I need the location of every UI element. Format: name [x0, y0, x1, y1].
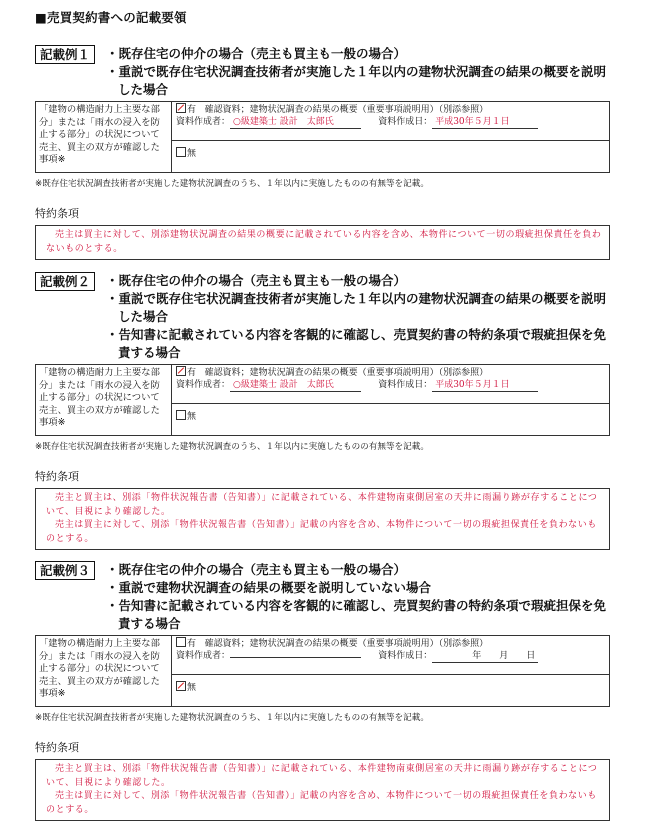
example-header [35, 272, 610, 362]
example-bullets [106, 561, 610, 633]
creator-label: 資料作成者： [176, 651, 231, 661]
none-row [172, 675, 610, 707]
bullet-item: ・既存住宅の仲介の場合（売主も買主も一般の場合） [106, 562, 407, 577]
footnote: ※既存住宅状況調査技術者が実施した建物状況調査のうち、１年以内に実施したものの有無等を記載。 [35, 713, 429, 723]
none-row [172, 404, 610, 436]
none-row [172, 141, 610, 173]
confirmation-table [35, 364, 610, 436]
table-label: 「建物の構造耐力上主要な部分」または「雨水の浸入を防止する部分」の状況について売主、買主の双方が確認した事項※ [36, 102, 172, 173]
has-row [172, 102, 610, 141]
tokuyaku-box [35, 759, 610, 821]
has-label: 有 [187, 639, 197, 649]
checkbox-has[interactable] [176, 103, 186, 113]
bullet-item: ・既存住宅の仲介の場合（売主も買主も一般の場合） [106, 46, 407, 61]
creator-value: ○級建築士 設計 太郎氏 [230, 116, 361, 129]
bullet-item: ・既存住宅の仲介の場合（売主も買主も一般の場合） [106, 273, 407, 288]
bullet-item: ・重説で既存住宅状況調査技術者が実施した１年以内の建物状況調査の結果の概要を説明した場合 [106, 64, 607, 97]
example-3 [35, 561, 610, 821]
checkbox-none[interactable] [176, 410, 186, 420]
example-label: 記載例１ [35, 45, 95, 64]
example-1 [35, 45, 610, 260]
example-label: 記載例３ [35, 561, 95, 580]
tokuyaku-text: 売主と買主は、別添「物件状況報告書（告知書）」に記載されている、本件建物南東側居室の天井に雨漏り跡が存することについて、目視により確認した。 [46, 764, 598, 788]
page-title: ■売買契約書への記載要領 [35, 10, 187, 25]
tokuyaku-heading: 特約条項 [35, 470, 79, 483]
date-label: 資料作成日： [378, 117, 433, 127]
footnote: ※既存住宅状況調査技術者が実施した建物状況調査のうち、１年以内に実施したものの有無等を記載。 [35, 442, 429, 452]
confirm-doc-prefix: 確認資料； [204, 639, 250, 649]
bullet-item: ・告知書に記載されている内容を客観的に確認し、売買契約書の特約条項で瑕疵担保を免責する場合 [106, 598, 607, 631]
confirm-doc-text: 建物状況調査の結果の概要（重要事項説明用）（別添参照） [249, 639, 489, 649]
creator-label: 資料作成者： [176, 380, 231, 390]
has-row [172, 636, 610, 675]
has-label: 有 [187, 105, 197, 115]
bullet-item: ・重説で建物状況調査の結果の概要を説明していない場合 [106, 580, 432, 595]
confirmation-table [35, 635, 610, 707]
none-label: 無 [187, 149, 197, 159]
checkbox-none[interactable] [176, 681, 186, 691]
creator-value [230, 657, 361, 658]
tokuyaku-heading: 特約条項 [35, 207, 79, 220]
table-label: 「建物の構造耐力上主要な部分」または「雨水の浸入を防止する部分」の状況について売主、買主の双方が確認した事項※ [36, 365, 172, 436]
tokuyaku-box [35, 488, 610, 550]
tokuyaku-box [35, 225, 610, 260]
tokuyaku-text: 売主は買主に対して、別添「物件状況報告書（告知書）」記載の内容を含め、本物件について一切の瑕疵担保責任を負わないものとする。 [46, 791, 597, 815]
example-header [35, 561, 610, 633]
example-header [35, 45, 610, 99]
date-label: 資料作成日： [378, 380, 433, 390]
date-value: 年 月 日 [432, 650, 538, 663]
confirm-doc-text: 建物状況調査の結果の概要（重要事項説明用）（別添参照） [249, 368, 489, 378]
footnote: ※既存住宅状況調査技術者が実施した建物状況調査のうち、１年以内に実施したものの有無等を記載。 [35, 179, 429, 189]
date-label: 資料作成日： [378, 651, 433, 661]
has-row [172, 365, 610, 404]
has-label: 有 [187, 368, 197, 378]
example-2 [35, 272, 610, 550]
checkbox-has[interactable] [176, 366, 186, 376]
date-value: 平成30年５月１日 [432, 379, 538, 392]
none-label: 無 [187, 412, 197, 422]
confirmation-table [35, 101, 610, 173]
example-bullets [106, 272, 610, 362]
bullet-item: ・告知書に記載されている内容を客観的に確認し、売買契約書の特約条項で瑕疵担保を免責する場合 [106, 327, 607, 360]
tokuyaku-text: 売主は買主に対して、別添建物状況調査の結果の概要に記載されている内容を含め、本物件について一切の瑕疵担保責任を負わないものとする。 [46, 230, 602, 254]
tokuyaku-text: 売主と買主は、別添「物件状況報告書（告知書）」に記載されている、本件建物南東側居室の天井に雨漏り跡が存することについて、目視により確認した。 [46, 493, 598, 517]
table-label: 「建物の構造耐力上主要な部分」または「雨水の浸入を防止する部分」の状況について売主、買主の双方が確認した事項※ [36, 636, 172, 707]
date-value: 平成30年５月１日 [432, 116, 538, 129]
example-label: 記載例２ [35, 272, 95, 291]
tokuyaku-text: 売主は買主に対して、別添「物件状況報告書（告知書）」記載の内容を含め、本物件について一切の瑕疵担保責任を負わないものとする。 [46, 520, 597, 544]
confirm-doc-prefix: 確認資料； [204, 105, 250, 115]
creator-value: ○級建築士 設計 太郎氏 [230, 379, 361, 392]
confirm-doc-text: 建物状況調査の結果の概要（重要事項説明用）（別添参照） [249, 105, 489, 115]
bullet-item: ・重説で既存住宅状況調査技術者が実施した１年以内の建物状況調査の結果の概要を説明した場合 [106, 291, 607, 324]
none-label: 無 [187, 683, 197, 693]
checkbox-has[interactable] [176, 637, 186, 647]
confirm-doc-prefix: 確認資料； [204, 368, 250, 378]
tokuyaku-heading: 特約条項 [35, 741, 79, 754]
example-bullets [106, 45, 610, 99]
creator-label: 資料作成者： [176, 117, 231, 127]
checkbox-none[interactable] [176, 147, 186, 157]
